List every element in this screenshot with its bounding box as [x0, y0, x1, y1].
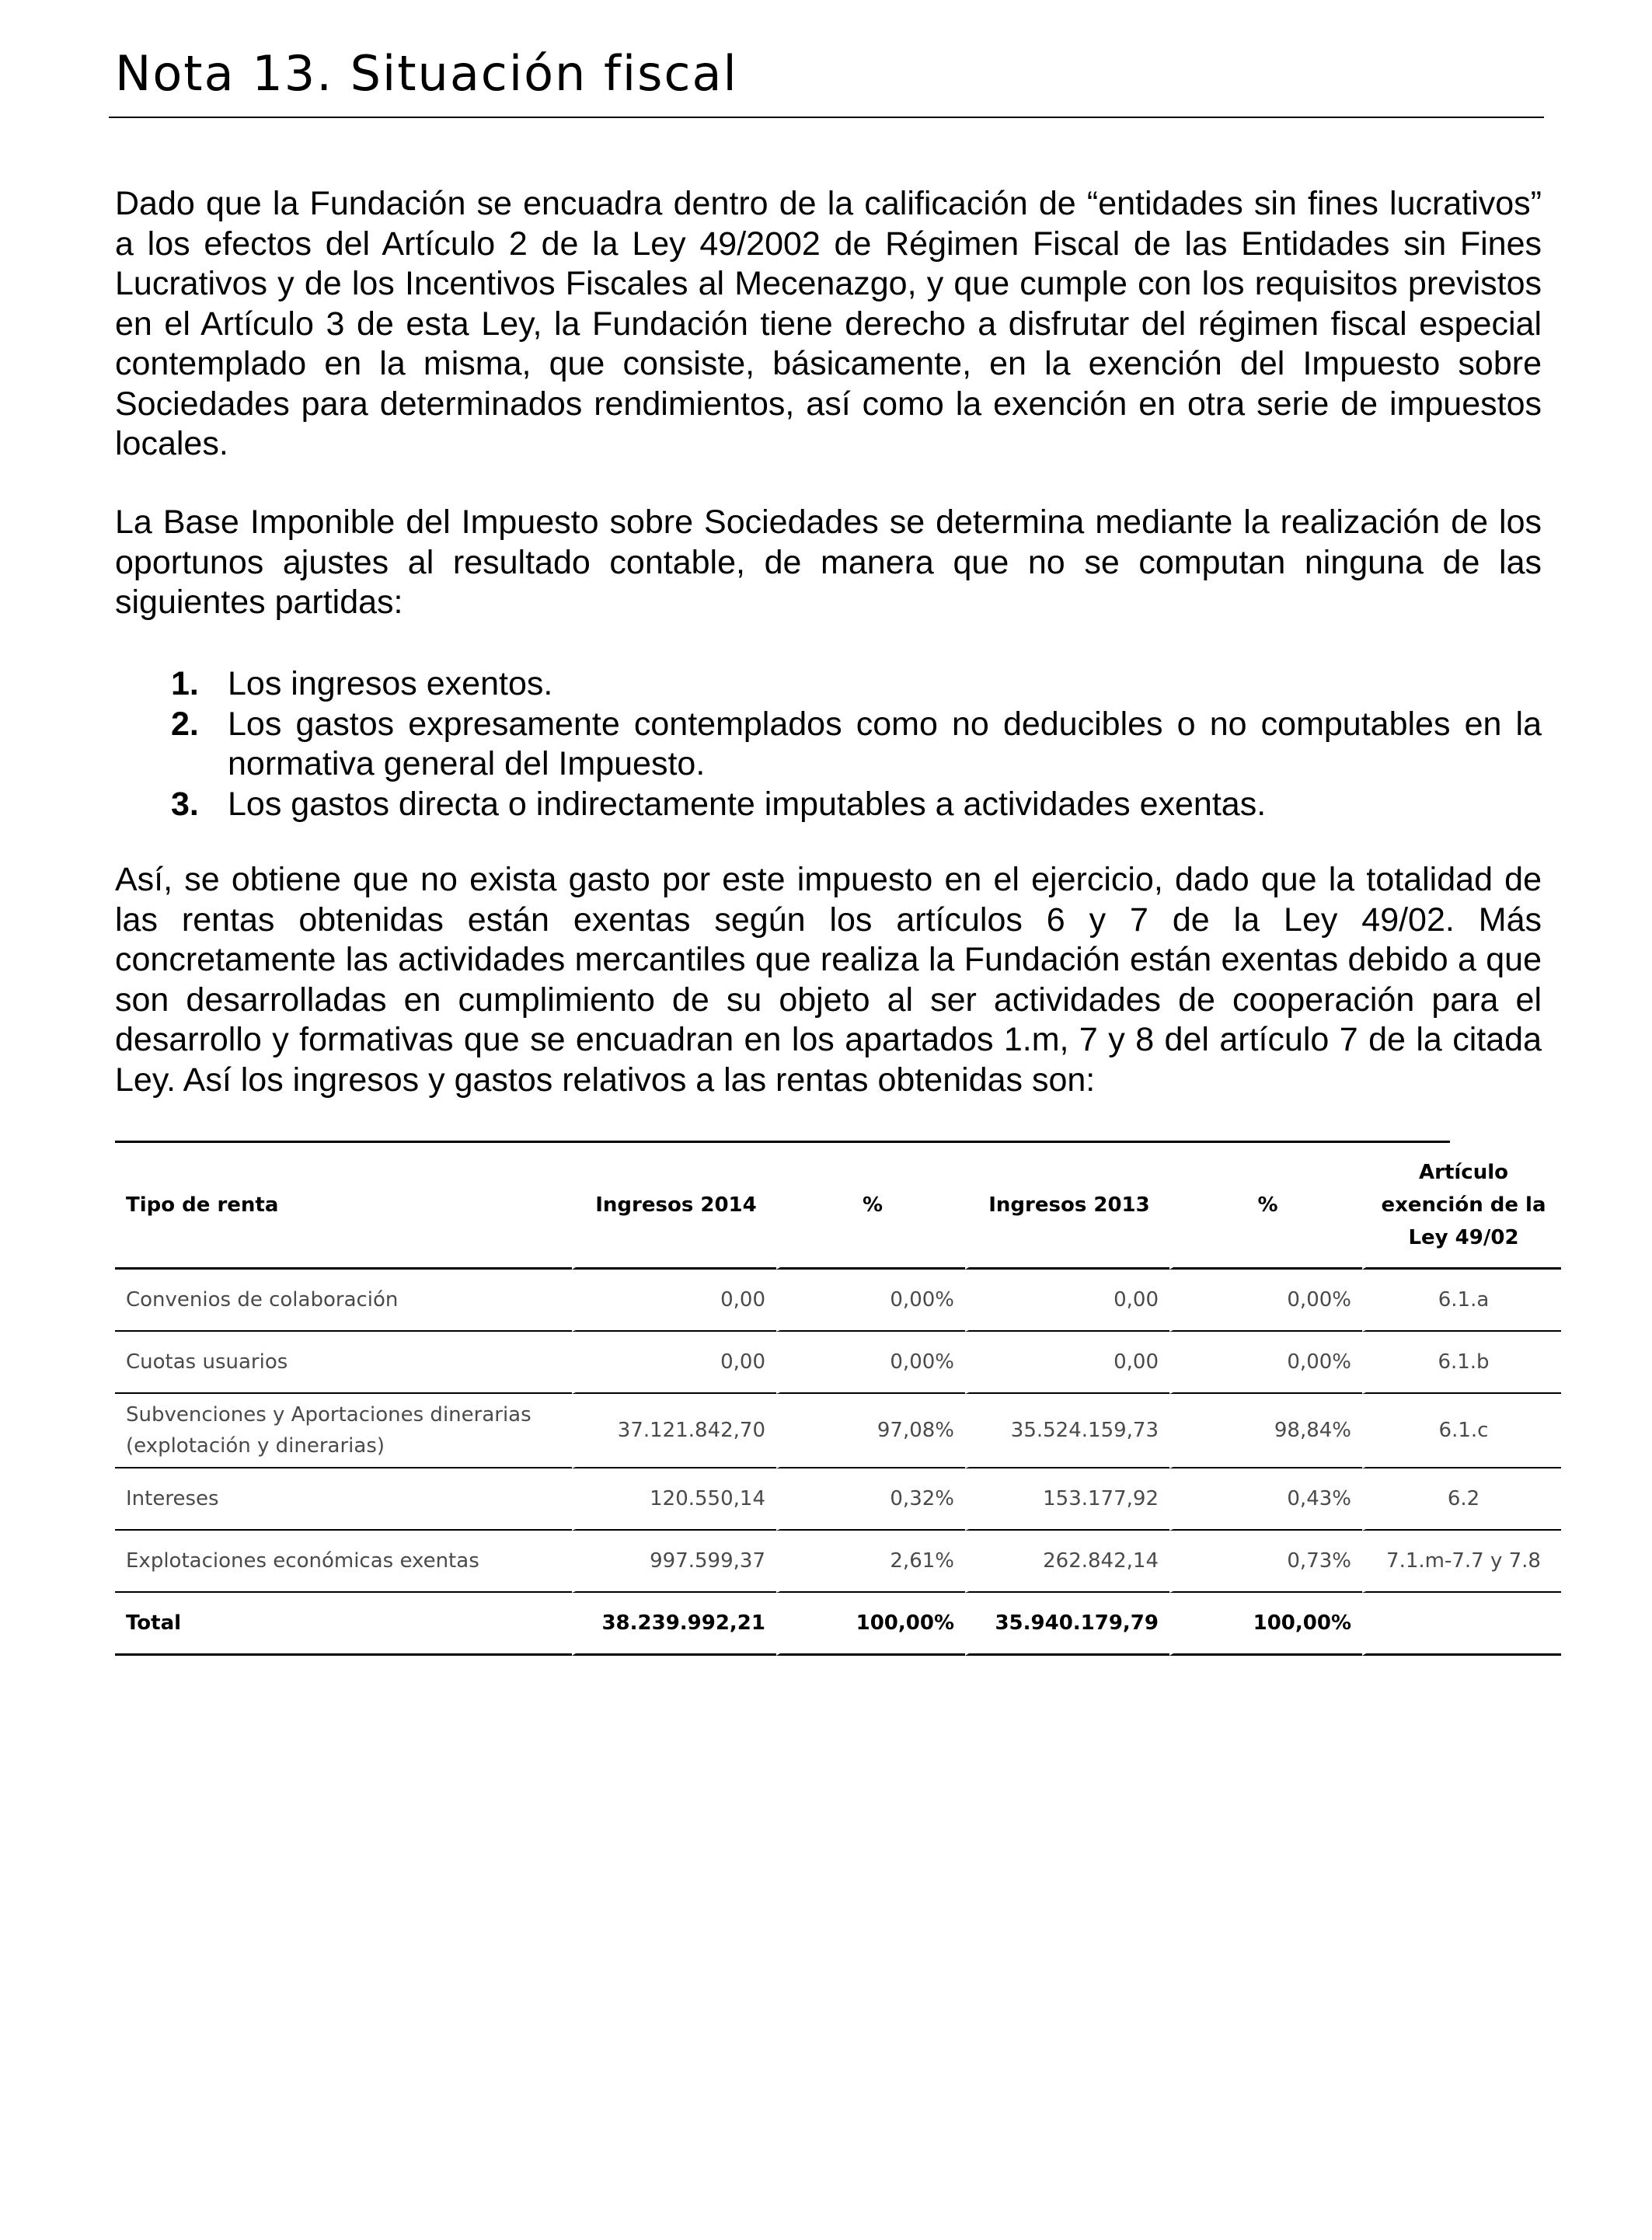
list-item: [115, 785, 1542, 825]
header-pct-2014: %: [776, 1143, 965, 1270]
list-item: [115, 664, 1542, 705]
total-pct-2013: 100,00%: [1169, 1593, 1362, 1656]
table-row: [115, 1531, 1561, 1593]
title-divider: [109, 117, 1544, 118]
table-row: [115, 1468, 1561, 1531]
list-item-number: 3.: [171, 785, 199, 823]
cell-ingresos-2013: 0,00: [965, 1332, 1169, 1394]
cell-pct-2014: 0,32%: [776, 1468, 965, 1531]
table-row: [115, 1270, 1561, 1332]
table-total-row: [115, 1593, 1561, 1656]
excluded-items-list: [115, 664, 1542, 824]
table-row: [115, 1394, 1561, 1468]
cell-tipo: Convenios de colaboración: [115, 1270, 572, 1332]
cell-pct-2013: 0,00%: [1169, 1332, 1362, 1394]
cell-pct-2013: 98,84%: [1169, 1394, 1362, 1468]
cell-tipo: Subvenciones y Aportaciones dinerarias (explotación y dinerarias): [115, 1394, 572, 1468]
cell-articulo: 6.2: [1362, 1468, 1561, 1531]
list-item-text: Los gastos directa o indirectamente imputables a actividades exentas.: [228, 785, 1267, 823]
cell-ingresos-2014: 0,00: [572, 1332, 776, 1394]
cell-ingresos-2013: 0,00: [965, 1270, 1169, 1332]
header-pct-2013: %: [1169, 1143, 1362, 1270]
cell-ingresos-2013: 153.177,92: [965, 1468, 1169, 1531]
cell-pct-2014: 97,08%: [776, 1394, 965, 1468]
total-pct-2014: 100,00%: [776, 1593, 965, 1656]
header-ingresos-2014: Ingresos 2014: [572, 1143, 776, 1270]
cell-pct-2013: 0,73%: [1169, 1531, 1362, 1593]
cell-articulo: 6.1.b: [1362, 1332, 1561, 1394]
income-table: [115, 1143, 1561, 1656]
cell-articulo: 6.1.c: [1362, 1394, 1561, 1468]
list-item: [115, 705, 1542, 785]
total-ingresos-2013: 35.940.179,79: [965, 1593, 1169, 1656]
cell-ingresos-2014: 120.550,14: [572, 1468, 776, 1531]
cell-pct-2014: 0,00%: [776, 1270, 965, 1332]
header-articulo: Artículo exención de la Ley 49/02: [1362, 1143, 1561, 1270]
cell-ingresos-2014: 37.121.842,70: [572, 1394, 776, 1468]
cell-pct-2013: 0,43%: [1169, 1468, 1362, 1531]
total-ingresos-2014: 38.239.992,21: [572, 1593, 776, 1656]
cell-tipo: Cuotas usuarios: [115, 1332, 572, 1394]
cell-tipo: Intereses: [115, 1468, 572, 1531]
cell-ingresos-2014: 997.599,37: [572, 1531, 776, 1593]
list-item-number: 1.: [171, 665, 199, 702]
cell-tipo: Explotaciones económicas exentas: [115, 1531, 572, 1593]
page-title: Nota 13. Situación fiscal: [115, 45, 738, 102]
total-articulo: [1362, 1593, 1561, 1656]
paragraph-conclusion: Así, se obtiene que no exista gasto por este impuesto en el ejercicio, dado que la totalidad de las rentas obtenidas están exentas según los artículos 6 y 7 de la Ley 49/02. Más concretamente las actividades mercantiles que realiza la Fundación están exentas debido a que son desarrolladas en cumplimiento de su objeto al ser actividades de cooperación para el desarrollo y formativas que se encuadran en los apartados 1.m, 7 y 8 del artículo 7 de la citada Ley. Así los ingresos y gastos relativos a las rentas obtenidas son:: [115, 861, 1542, 1099]
cell-articulo: 6.1.a: [1362, 1270, 1561, 1332]
header-tipo-renta: Tipo de renta: [115, 1143, 572, 1270]
list-item-text: Los ingresos exentos.: [228, 665, 553, 702]
total-label: Total: [115, 1593, 572, 1656]
cell-articulo: 7.1.m-7.7 y 7.8: [1362, 1531, 1561, 1593]
paragraph-intro: Dado que la Fundación se encuadra dentro de la calificación de “entidades sin fines lucrativos” a los efectos del Artículo 2 de la Ley 49/2002 de Régimen Fiscal de las Entidades sin Fines Lucrativos y de los Incentivos Fiscales al Mecenazgo, y que cumple con los requisitos previstos en el Artículo 3 de esta Ley, la Fundación tiene derecho a disfrutar del régimen fiscal especial contemplado en la misma, que consiste, básicamente, en la exención del Impuesto sobre Sociedades para determinados rendimientos, así como la exención en otra serie de impuestos locales.: [115, 185, 1542, 462]
header-ingresos-2013: Ingresos 2013: [965, 1143, 1169, 1270]
list-item-number: 2.: [171, 705, 199, 743]
list-item-text: Los gastos expresamente contemplados como no deducibles o no computables en la normativa general del Impuesto.: [228, 705, 1542, 782]
table-row: [115, 1332, 1561, 1394]
paragraph-base-imponible: La Base Imponible del Impuesto sobre Sociedades se determina mediante la realización de los oportunos ajustes al resultado contable, de manera que no se computan ninguna de las siguientes partidas:: [115, 503, 1542, 621]
cell-ingresos-2013: 262.842,14: [965, 1531, 1169, 1593]
cell-pct-2013: 0,00%: [1169, 1270, 1362, 1332]
table-header-row: [115, 1143, 1561, 1270]
cell-ingresos-2013: 35.524.159,73: [965, 1394, 1169, 1468]
cell-pct-2014: 2,61%: [776, 1531, 965, 1593]
cell-pct-2014: 0,00%: [776, 1332, 965, 1394]
cell-ingresos-2014: 0,00: [572, 1270, 776, 1332]
